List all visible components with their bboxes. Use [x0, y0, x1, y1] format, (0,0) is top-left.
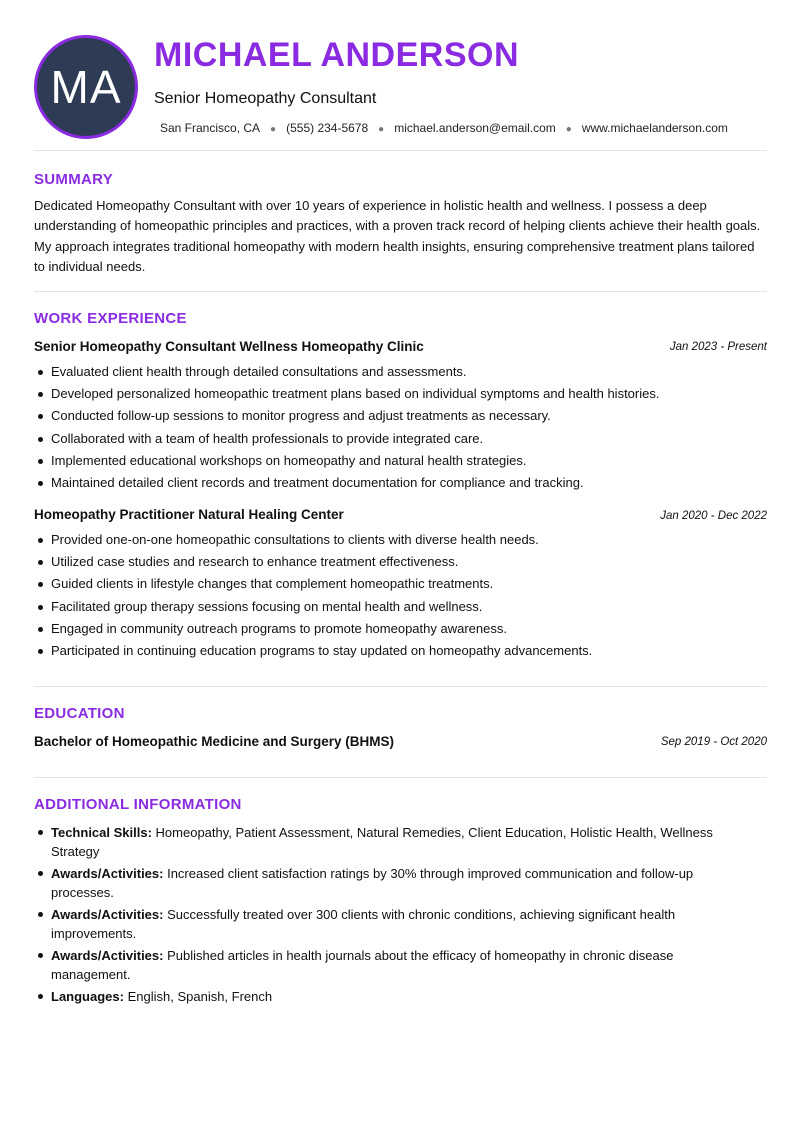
job-dates: Jan 2020 - Dec 2022: [660, 510, 767, 522]
education-dates: Sep 2019 - Oct 2020: [660, 736, 767, 748]
divider: [34, 686, 767, 687]
list-item: Maintained detailed client records and treatment documentation for compliance and tracking.: [34, 475, 767, 497]
list-item: Conducted follow-up sessions to monitor progress and adjust treatments as necessary.: [34, 408, 767, 430]
experience-heading: WORK EXPERIENCE: [34, 310, 187, 327]
item-text: Successfully treated over 300 clients with chronic conditions, achieving significant health improvements.: [51, 907, 676, 941]
item-label: Awards/Activities:: [51, 866, 164, 881]
list-item: Provided one-on-one homeopathic consultations to clients with diverse health needs.: [34, 532, 767, 554]
list-item: Utilized case studies and research to enhance treatment effectiveness.: [34, 554, 767, 576]
divider: [34, 777, 767, 778]
list-item: [34, 946, 734, 984]
job-bullets: [34, 364, 767, 497]
contact-phone[interactable]: (555) 234-5678: [286, 121, 369, 135]
item-text: Increased client satisfaction ratings by 30% through improved communication and follow-up processes.: [51, 866, 694, 900]
list-item: Evaluated client health through detailed consultations and assessments.: [34, 364, 767, 386]
summary-text: Dedicated Homeopathy Consultant with over 10 years of experience in holistic health and wellness. I possess a deep understanding of homeopathic principles and practices, with a proven track record of helping clients achieve their health goals. My approach integrates traditional homeopathy with modern health insights, ensuring comprehensive treatment plans tailored to individual needs.: [34, 198, 761, 274]
job-bullets: [34, 532, 767, 665]
divider: [34, 150, 767, 151]
item-text: Homeopathy, Patient Assessment, Natural Remedies, Client Education, Holistic Health, Wellness Strategy: [51, 825, 713, 859]
item-text: Published articles in health journals about the efficacy of homeopathy in chronic disease management.: [51, 948, 674, 982]
item-label: Languages:: [51, 989, 124, 1004]
contact-email[interactable]: michael.anderson@email.com: [394, 121, 556, 135]
job-title: Senior Homeopathy Consultant Wellness Homeopathy Clinic: [34, 339, 424, 354]
list-item: Collaborated with a team of health professionals to provide integrated care.: [34, 431, 767, 453]
item-label: Awards/Activities:: [51, 948, 164, 963]
education-heading: EDUCATION: [34, 705, 125, 722]
separator-dot: ●: [378, 124, 385, 135]
separator-dot: ●: [270, 124, 277, 135]
job-dates: Jan 2023 - Present: [669, 341, 767, 353]
candidate-name: MICHAEL ANDERSON: [154, 36, 520, 74]
item-text: English, Spanish, French: [127, 989, 273, 1004]
job-title: Homeopathy Practitioner Natural Healing Center: [34, 507, 344, 522]
list-item: [34, 987, 734, 1006]
item-label: Awards/Activities:: [51, 907, 164, 922]
list-item: Guided clients in lifestyle changes that complement homeopathic treatments.: [34, 576, 767, 598]
additional-list: [34, 823, 734, 1009]
degree-title: Bachelor of Homeopathic Medicine and Surgery (BHMS): [34, 734, 395, 749]
avatar: MA: [34, 35, 138, 139]
list-item: Participated in continuing education programs to stay updated on homeopathy advancements.: [34, 643, 767, 665]
list-item: Implemented educational workshops on homeopathy and natural health strategies.: [34, 453, 767, 475]
contact-location: San Francisco, CA: [160, 121, 261, 135]
contact-website[interactable]: www.michaelanderson.com: [581, 121, 728, 135]
list-item: [34, 864, 734, 902]
list-item: [34, 823, 734, 861]
separator-dot: ●: [565, 124, 572, 135]
additional-heading: ADDITIONAL INFORMATION: [34, 796, 242, 813]
list-item: Facilitated group therapy sessions focusing on mental health and wellness.: [34, 599, 767, 621]
list-item: Engaged in community outreach programs to promote homeopathy awareness.: [34, 621, 767, 643]
list-item: Developed personalized homeopathic treatment plans based on individual symptoms and health histories.: [34, 386, 767, 408]
list-item: [34, 905, 734, 943]
contact-line: [160, 121, 728, 135]
item-label: Technical Skills:: [51, 825, 152, 840]
summary-heading: SUMMARY: [34, 171, 114, 188]
divider: [34, 291, 767, 292]
candidate-title: Senior Homeopathy Consultant: [154, 90, 377, 107]
